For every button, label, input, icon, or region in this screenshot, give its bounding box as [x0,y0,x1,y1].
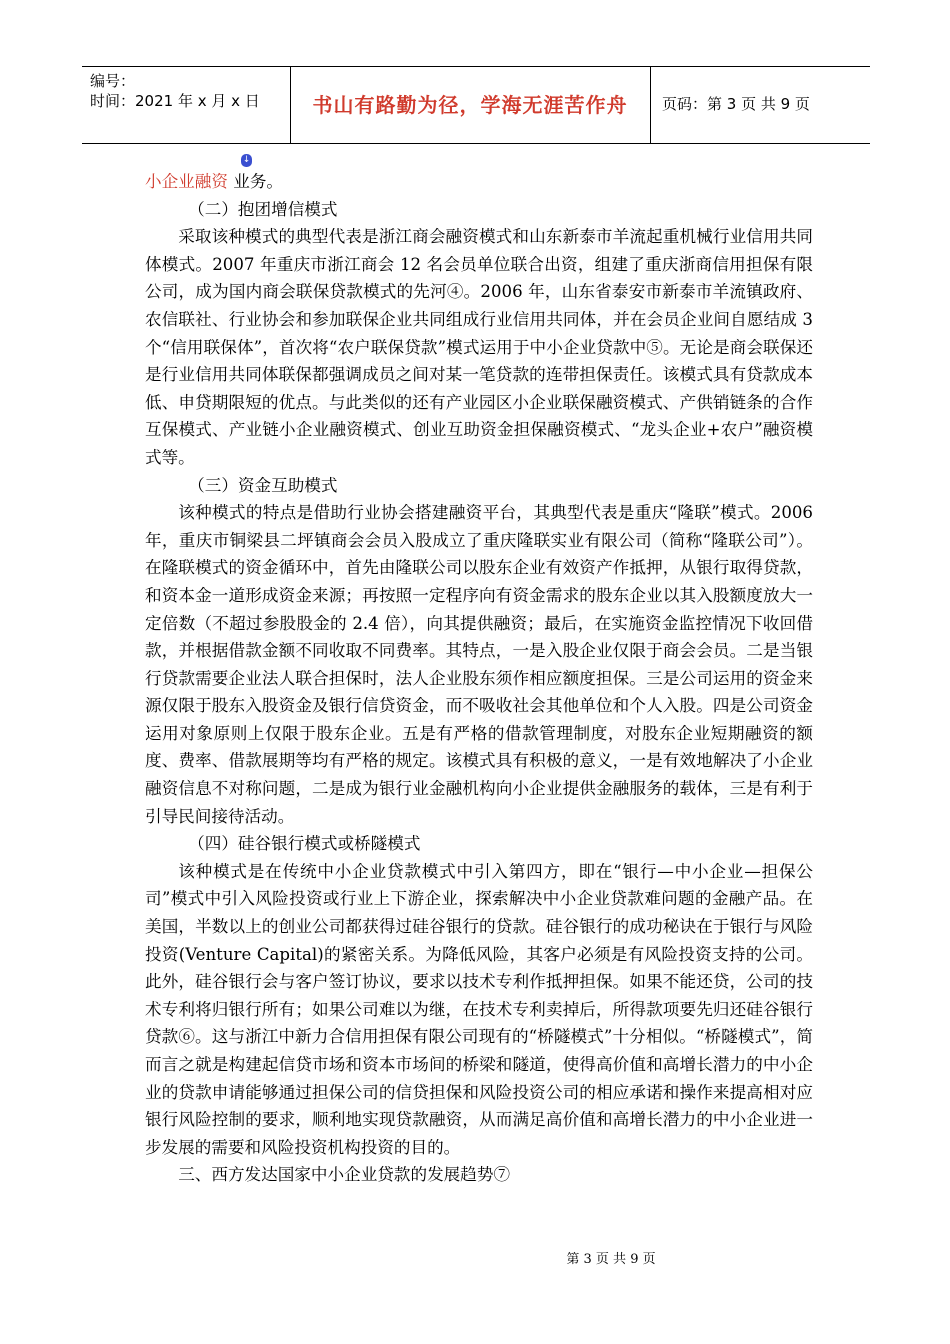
footer-page-number: 第 3 页 共 9 页 [566,1252,656,1267]
section-heading: （四）硅谷银行模式或桥隧模式 [188,834,421,854]
continuation-text: 业务。 [233,172,284,191]
down-arrow-icon[interactable]: ↓ [242,155,251,165]
section-heading: 三、西方发达国家中小企业贷款的发展趋势⑦ [178,1165,511,1185]
header-motto: 书山有路勤为径，学海无涯苦作舟 [312,93,628,117]
header-number: 编号： [90,72,136,90]
paragraph: 该种模式的特点是借助行业协会搭建融资平台，其典型代表是重庆“隆联”模式。2006 年，重庆市铜梁县二坪镇商会会员入股成立了重庆隆联实业有限公司（简称“隆联公司”）。在隆联模式的资金循环中，首先由隆联公司以股东企业有效资产作抵押，从银行取得贷款，和资本金一道形成资金来源；再按照一定程序向有资金需求的股东企业以其入股额度放大一定倍数（不超过参股股金的 2.4 倍），向其提供融资；最后，在实施资金监控情况下收回借款，并根据借款金额不同收取不同费率。其特点，一是入股企业仅限于商会会员。二是当银行贷款需要企业法人联合担保时，法人企业股东须作相应额度担保。三是公司运用的资金来源仅限于股东入股资金及银行信贷资金，而不吸收社会其他单位和个人入股。四是公司资金运用对象原则上仅限于股东企业。五是有严格的借款管理制度，对股东企业短期融资的额度、费率、借款展期等均有严格的规定。该模式具有积极的意义，一是有效地解决了小企业融资信息不对称问题，二是成为银行业金融机构向小企业提供金融服务的载体，三是有利于引导民间接待活动。 [145,503,813,826]
header-meta [90,71,290,111]
header-time: 时间：2021 年 x 月 x 日 [90,92,260,110]
paragraph: 该种模式是在传统中小企业贷款模式中引入第四方，即在“银行—中小企业—担保公司”模式中引入风险投资或行业上下游企业，探索解决中小企业贷款难问题的金融产品。在美国，半数以上的创业公司都获得过硅谷银行的贷款。硅谷银行的成功秘诀在于银行与风险投资(Venture Capital)的紧密关系。为降低风险，其客户必须是有风险投资支持的公司。此外，硅谷银行会与客户签订协议，要求以技术专利作抵押担保。如果不能还贷，公司的技术专利将归银行所有；如果公司难以为继，在技术专利卖掉后，所得款项要先归还硅谷银行贷款⑥。这与浙江中新力合信用担保有限公司现有的“桥隧模式”十分相似。“桥隧模式”，简而言之就是构建起信贷市场和资本市场间的桥梁和隧道，使得高价值和高增长潜力的中小企业的贷款申请能够通过担保公司的信贷担保和风险投资公司的相应承诺和操作来提高相对应银行风险控制的要求，顺利地实现贷款融资，从而满足高价值和高增长潜力的中小企业进一步发展的需要和风险投资机构投资的目的。 [145,861,813,1157]
keyword-link[interactable]: 小企业融资 [145,172,228,191]
paragraph: 采取该种模式的典型代表是浙江商会融资模式和山东新泰市羊流起重机械行业信用共同体模式。2007 年重庆市浙江商会 12 名会员单位联合出资，组建了重庆浙商信用担保有限公司，成为国内商会联保贷款模式的先河④。2006 年，山东省泰安市新泰市羊流镇政府、农信联社、行业协会和参加联保企业共同组成行业信用共同体，并在会员企业间自愿结成 3 个“信用联保体”，首次将“农户联保贷款”模式运用于中小企业贷款中⑤。无论是商会联保还是行业信用共同体联保都强调成员之间对某一笔贷款的连带担保责任。该模式具有贷款成本低、申贷期限短的优点。与此类似的还有产业园区小企业联保融资模式、产供销链条的合作互保模式、产业链小企业融资模式、创业互助资金担保融资模式、“龙头企业+农户”融资模式等。 [145,227,813,467]
header-page-number: 页码：第 3 页 共 9 页 [662,95,810,113]
continuation-line [145,155,813,196]
page-header [82,66,870,144]
section-heading: （二）抱团增信模式 [188,199,338,219]
section-heading: （三）资金互助模式 [188,475,338,495]
header-divider [650,67,651,143]
page-footer [0,1248,950,1267]
document-body [145,155,813,1189]
